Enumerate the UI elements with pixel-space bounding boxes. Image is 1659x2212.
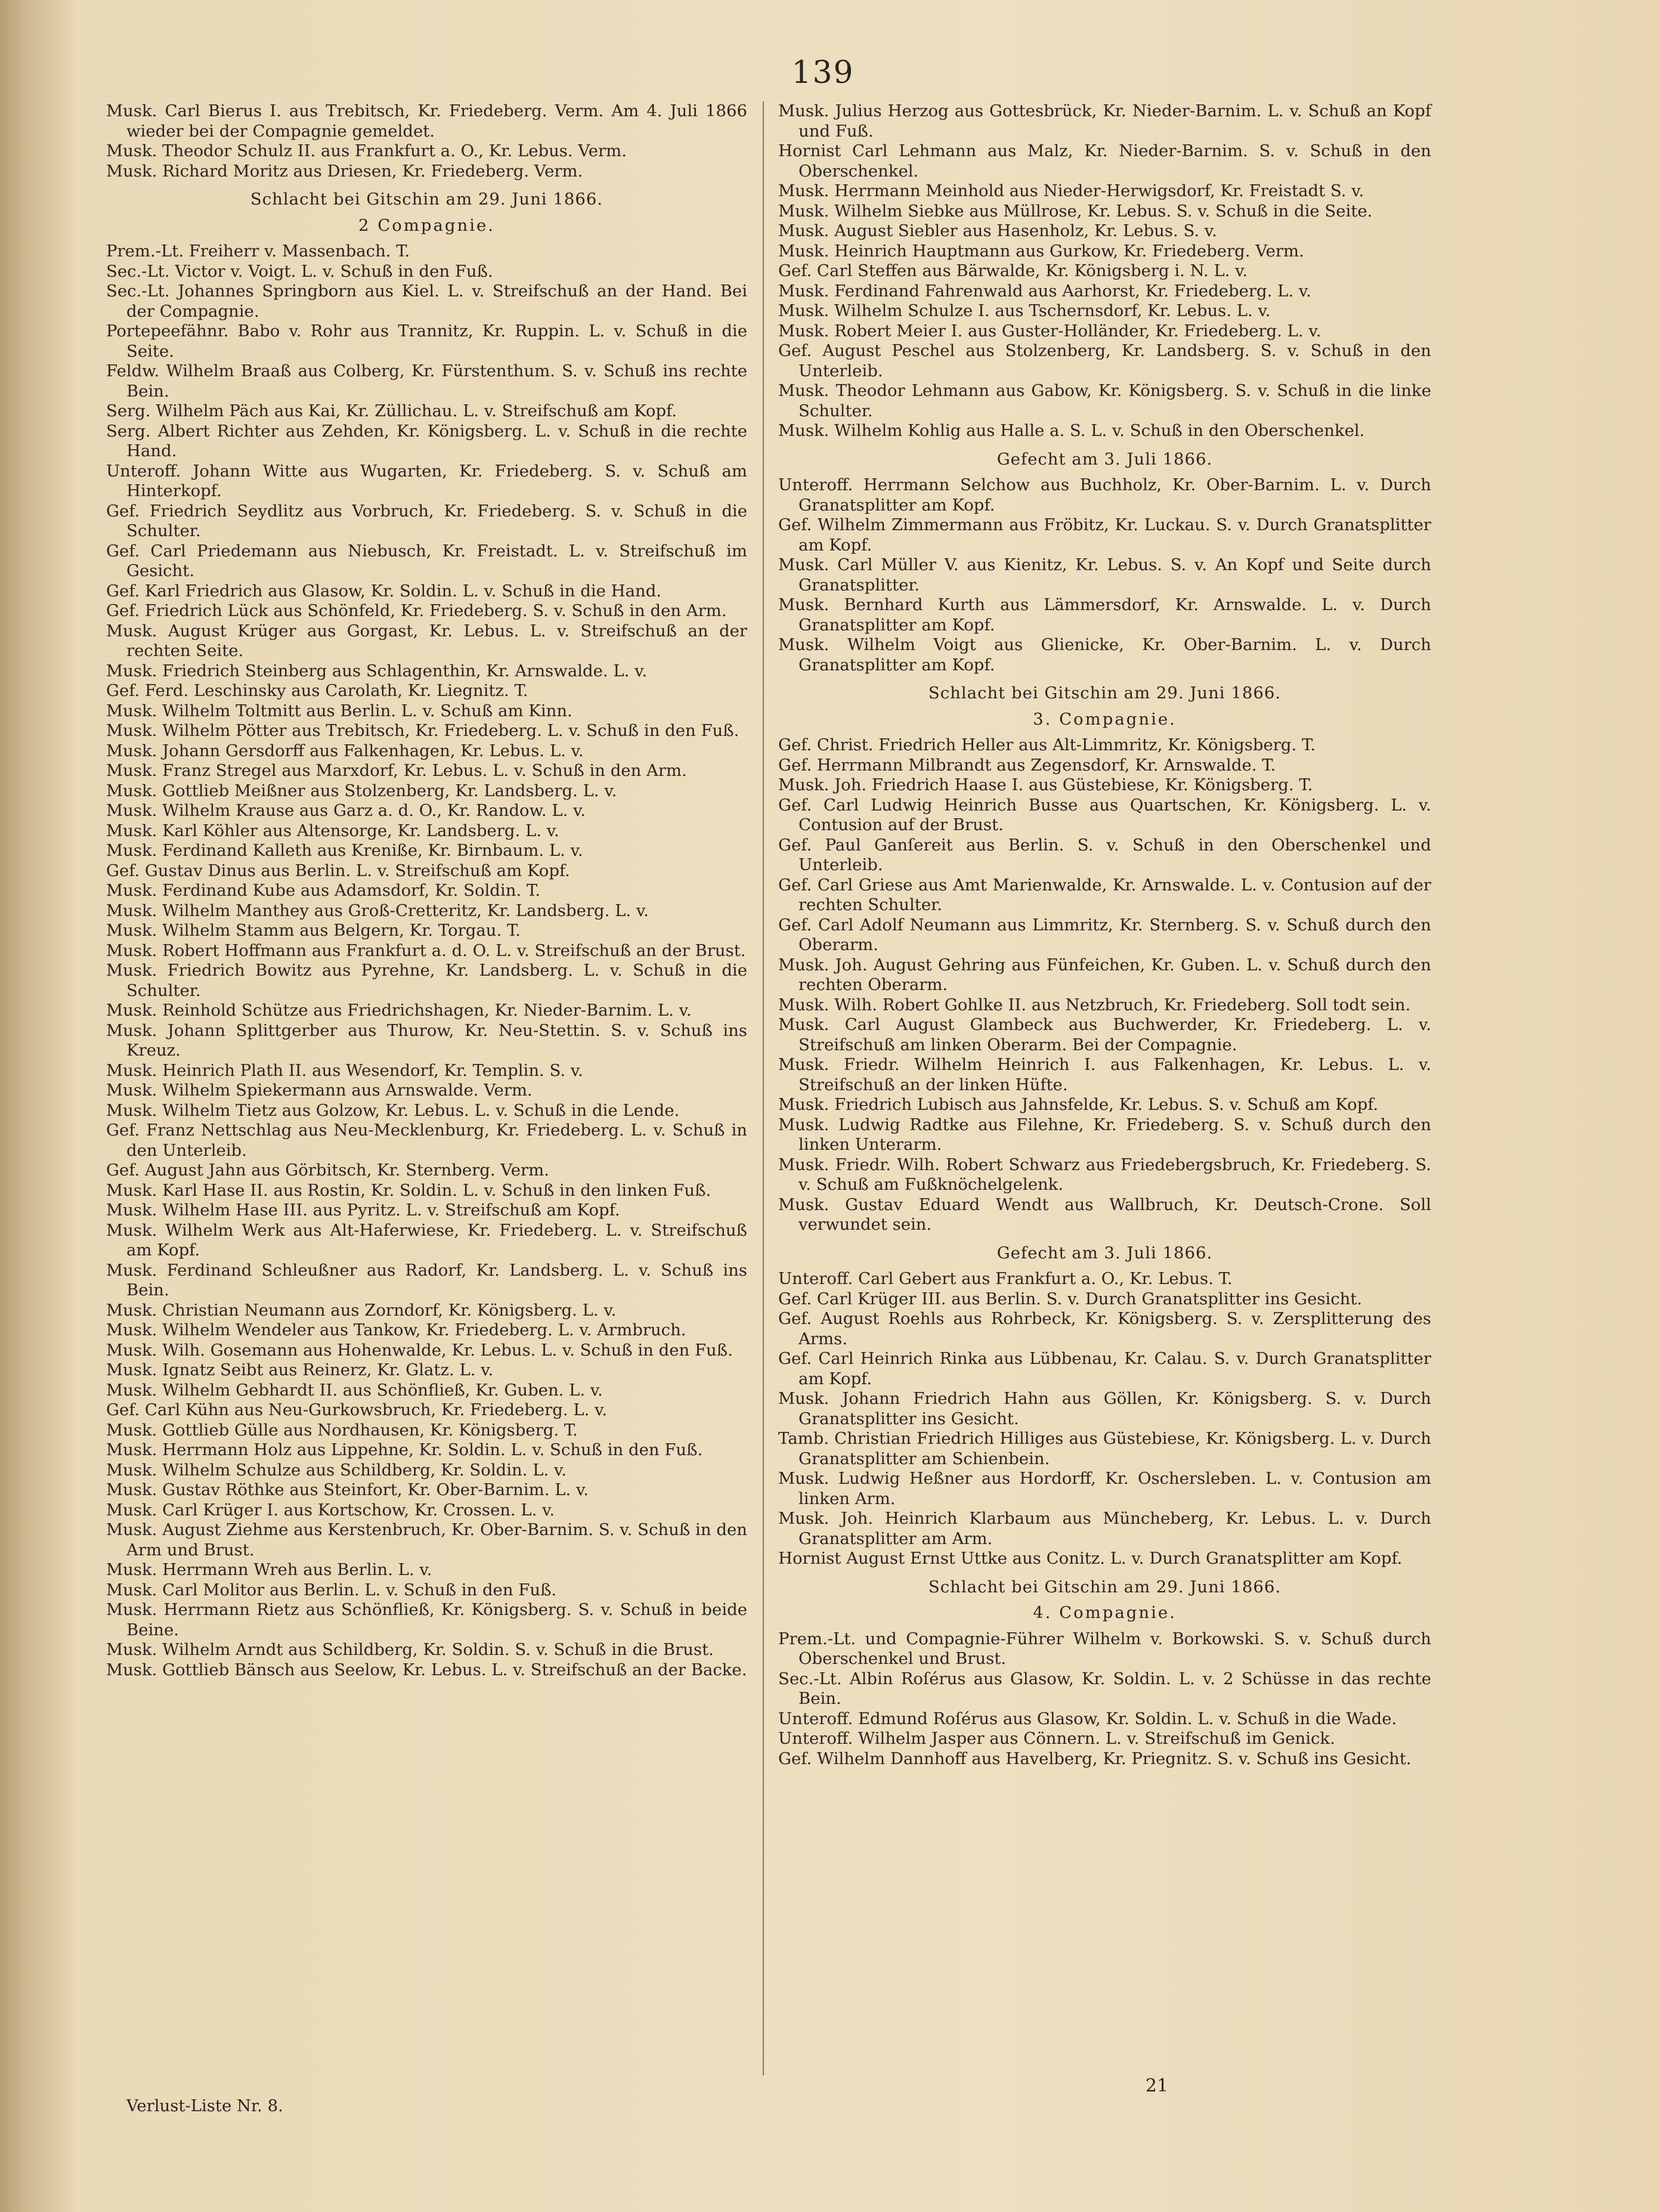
casualty-entry: Unteroff. Herrmann Selchow aus Buchholz, Kr. Ober-Barnim. L. v. Durch Granatsplitter am Kopf. [778,475,1431,515]
casualty-entry: Musk. Gottlieb Bänsch aus Seelow, Kr. Lebus. L. v. Streifschuß an der Backe. [106,1660,747,1679]
casualty-entry: Musk. Friedrich Bowitz aus Pyrehne, Kr. Landsberg. L. v. Schuß in die Schulter. [106,961,747,1000]
casualty-entry: Musk. Theodor Lehmann aus Gabow, Kr. Königsberg. S. v. Schuß in die linke Schulter. [778,381,1431,420]
casualty-entry: Musk. Ludwig Heßner aus Hordorff, Kr. Oschersleben. L. v. Contusion am linken Arm. [778,1469,1431,1508]
casualty-entry: Gef. Carl Kühn aus Neu-Gurkowsbruch, Kr. Friedeberg. L. v. [106,1400,608,1419]
casualty-entry: Musk. Robert Hoffmann aus Frankfurt a. d. O. L. v. Streifschuß an der Brust. [106,941,746,960]
casualty-entry: Musk. Robert Meier I. aus Guster-Holländer, Kr. Friedeberg. L. v. [778,321,1321,341]
casualty-entry: Musk. Herrmann Holz aus Lippehne, Kr. Soldin. L. v. Schuß in den Fuß. [106,1440,703,1459]
casualty-entry: Musk. Joh. Heinrich Klarbaum aus Müncheberg, Kr. Lebus. L. v. Durch Granatsplitter am Arm. [778,1509,1431,1548]
casualty-entry: Musk. Heinrich Plath II. aus Wesendorf, Kr. Templin. S. v. [106,1060,583,1080]
casualty-entry: Sec.-Lt. Johannes Springborn aus Kiel. L. v. Streifschuß an der Hand. Bei der Compagnie. [106,281,747,321]
casualty-entry: Musk. Ferdinand Fahrenwald aus Aarhorst, Kr. Friedeberg. L. v. [778,281,1311,301]
casualty-entry: Feldw. Wilhelm Braaß aus Colberg, Kr. Fürstenthum. S. v. Schuß ins rechte Bein. [106,361,747,401]
casualty-entry: Unteroff. Edmund Roſérus aus Glasow, Kr. Soldin. L. v. Schuß in die Wade. [778,1709,1397,1728]
casualty-entry: Musk. Wilhelm Gebhardt II. aus Schönfließ, Kr. Guben. L. v. [106,1380,603,1400]
casualty-entry: Musk. Gottlieb Meißner aus Stolzenberg, Kr. Landsberg. L. v. [106,781,617,800]
casualty-entry: Gef. Carl Steffen aus Bärwalde, Kr. Königsberg i. N. L. v. [778,261,1248,280]
casualty-entry: Unteroff. Carl Gebert aus Frankfurt a. O., Kr. Lebus. T. [778,1269,1233,1288]
section-heading: Gefecht am 3. Juli 1866. [996,1243,1213,1263]
casualty-entry: Musk. August Siebler aus Hasenholz, Kr. Lebus. S. v. [778,221,1217,240]
casualty-entry: Musk. Theodor Schulz II. aus Frankfurt a. O., Kr. Lebus. Verm. [106,141,627,160]
section-heading: Gefecht am 3. Juli 1866. [996,449,1213,469]
casualty-entry: Unteroff. Johann Witte aus Wugarten, Kr. Friedeberg. S. v. Schuß am Hinterkopf. [106,461,747,500]
casualty-entry: Musk. Ignatz Seibt aus Reinerz, Kr. Glatz. L. v. [106,1360,494,1379]
casualty-entry: Musk. Ferdinand Schleußner aus Radorf, Kr. Landsberg. L. v. Schuß ins Bein. [106,1260,747,1300]
casualty-entry: Musk. Wilhelm Kohlig aus Halle a. S. L. v. Schuß in den Oberschenkel. [778,421,1365,440]
right-column [778,101,1431,1769]
casualty-entry: Musk. Richard Moritz aus Driesen, Kr. Friedeberg. Verm. [106,161,583,181]
casualty-entry: Musk. Ludwig Radtke aus Filehne, Kr. Friedeberg. S. v. Schuß durch den linken Unterarm. [778,1115,1431,1154]
casualty-entry: Musk. Johann Gersdorff aus Falkenhagen, Kr. Lebus. L. v. [106,741,584,760]
casualty-entry: Hornist August Ernst Uttke aus Conitz. L. v. Durch Granatsplitter am Kopf. [778,1549,1403,1568]
company-heading: 3. Compagnie. [1033,709,1177,729]
casualty-entry: Serg. Albert Richter aus Zehden, Kr. Königsberg. L. v. Schuß in die rechte Hand. [106,421,747,460]
casualty-entry: Musk. Wilhelm Werk aus Alt-Haferwiese, Kr. Friedeberg. L. v. Streifschuß am Kopf. [106,1220,747,1260]
casualty-entry: Musk. Herrmann Meinhold aus Nieder-Herwigsdorf, Kr. Freistadt S. v. [778,181,1364,200]
casualty-entry: Musk. Ferdinand Kube aus Adamsdorf, Kr. Soldin. T. [106,881,540,900]
casualty-entry: Musk. Wilhelm Pötter aus Trebitsch, Kr. Friedeberg. L. v. Schuß in den Fuß. [106,721,739,740]
casualty-entry: Musk. Wilhelm Manthey aus Groß-Cretteritz, Kr. Landsberg. L. v. [106,901,649,920]
casualty-entry: Musk. Carl Bierus I. aus Trebitsch, Kr. Friedeberg. Verm. Am 4. Juli 1866 wieder bei der Compagnie gemeldet. [106,101,747,141]
casualty-entry: Sec.-Lt. Albin Roſérus aus Glasow, Kr. Soldin. L. v. 2 Schüsse in das rechte Bein. [778,1669,1431,1708]
casualty-entry: Gef. Wilhelm Dannhoff aus Havelberg, Kr. Priegnitz. S. v. Schuß ins Gesicht. [778,1749,1412,1768]
casualty-entry: Musk. Wilhelm Schulze aus Schildberg, Kr. Soldin. L. v. [106,1460,567,1480]
casualty-entry: Gef. Paul Ganſereit aus Berlin. S. v. Schuß in den Oberschenkel und Unterleib. [778,835,1431,874]
casualty-entry: Gef. Friedrich Seydlitz aus Vorbruch, Kr. Friedeberg. S. v. Schuß in die Schulter. [106,501,747,540]
casualty-entry: Gef. August Peschel aus Stolzenberg, Kr. Landsberg. S. v. Schuß in den Unterleib. [778,341,1431,380]
casualty-entry: Musk. Friedrich Steinberg aus Schlagenthin, Kr. Arnswalde. L. v. [106,661,648,680]
casualty-entry: Gef. Karl Friedrich aus Glasow, Kr. Soldin. L. v. Schuß in die Hand. [106,581,662,601]
casualty-entry: Portepeefähnr. Babo v. Rohr aus Trannitz, Kr. Ruppin. L. v. Schuß in die Seite. [106,321,747,361]
casualty-entry: Musk. Ferdinand Kalleth aus Kreniße, Kr. Birnbaum. L. v. [106,841,583,860]
casualty-entry: Musk. Wilhelm Hase III. aus Pyritz. L. v. Streifschuß am Kopf. [106,1201,620,1220]
casualty-entry: Musk. Wilhelm Arndt aus Schildberg, Kr. Soldin. S. v. Schuß in die Brust. [106,1640,714,1659]
casualty-entry: Musk. Heinrich Hauptmann aus Gurkow, Kr. Friedeberg. Verm. [778,241,1304,261]
casualty-entry: Gef. Carl Adolf Neumann aus Limmritz, Kr. Sternberg. S. v. Schuß durch den Oberarm. [778,915,1431,954]
casualty-entry: Gef. Christ. Friedrich Heller aus Alt-Limmritz, Kr. Königsberg. T. [778,735,1316,754]
casualty-entry: Musk. Gustav Röthke aus Steinfort, Kr. Ober-Barnim. L. v. [106,1480,589,1499]
casualty-entry: Gef. Herrmann Milbrandt aus Zegensdorf, Kr. Arnswalde. T. [778,755,1276,775]
casualty-entry: Serg. Wilhelm Päch aus Kai, Kr. Züllichau. L. v. Streifschuß am Kopf. [106,401,677,420]
casualty-entry: Gef. Carl Heinrich Rinka aus Lübbenau, Kr. Calau. S. v. Durch Granatsplitter am Kopf. [778,1349,1431,1388]
casualty-entry: Musk. Carl August Glambeck aus Buchwerder, Kr. Friedeberg. L. v. Streifschuß am linken Oberarm. Bei der Compagnie. [778,1015,1431,1054]
page-binding-shadow [0,0,78,2212]
casualty-entry: Musk. Friedr. Wilhelm Heinrich I. aus Falkenhagen, Kr. Lebus. L. v. Streifschuß an der linken Hüfte. [778,1055,1431,1094]
casualty-entry: Musk. Wilhelm Toltmitt aus Berlin. L. v. Schuß am Kinn. [106,701,572,720]
casualty-entry: Musk. Friedrich Lubisch aus Jahnsfelde, Kr. Lebus. S. v. Schuß am Kopf. [778,1095,1379,1114]
casualty-entry: Gef. Friedrich Lück aus Schönfeld, Kr. Friedeberg. S. v. Schuß in den Arm. [106,601,727,620]
casualty-entry: Tamb. Christian Friedrich Hilliges aus Güstebiese, Kr. Königsberg. L. v. Durch Granatsplitter am Schienbein. [778,1429,1431,1468]
casualty-entry: Musk. Wilhelm Voigt aus Glienicke, Kr. Ober-Barnim. L. v. Durch Granatsplitter am Kopf. [778,635,1431,675]
casualty-entry: Prem.-Lt. Freiherr v. Massenbach. T. [106,242,410,261]
casualty-entry: Musk. Herrmann Rietz aus Schönfließ, Kr. Königsberg. S. v. Schuß in beide Beine. [106,1600,747,1639]
casualty-entry: Musk. Joh. Friedrich Haase I. aus Güstebiese, Kr. Königsberg. T. [778,775,1313,794]
casualty-entry: Musk. Gustav Eduard Wendt aus Wallbruch, Kr. Deutsch-Crone. Soll verwundet sein. [778,1195,1431,1234]
casualty-entry: Musk. Wilhelm Wendeler aus Tankow, Kr. Friedeberg. L. v. Armbruch. [106,1320,686,1339]
casualty-entry: Musk. Herrmann Wreh aus Berlin. L. v. [106,1560,432,1579]
casualty-entry: Musk. Carl Molitor aus Berlin. L. v. Schuß in den Fuß. [106,1580,557,1600]
section-heading: Schlacht bei Gitschin am 29. Juni 1866. [928,683,1282,703]
casualty-entry: Gef. Gustav Dinus aus Berlin. L. v. Streifschuß am Kopf. [106,861,570,880]
page-number: 139 [791,55,855,91]
casualty-entry: Musk. Wilhelm Siebke aus Müllrose, Kr. Lebus. S. v. Schuß in die Seite. [778,201,1373,221]
casualty-entry: Musk. Gottlieb Gülle aus Nordhausen, Kr. Königsberg. T. [106,1420,578,1440]
casualty-entry: Musk. August Krüger aus Gorgast, Kr. Lebus. L. v. Streifschuß an der rechten Seite. [106,621,747,660]
casualty-entry: Musk. Johann Friedrich Hahn aus Göllen, Kr. Königsberg. S. v. Durch Granatsplitter ins Gesicht. [778,1389,1431,1428]
casualty-entry: Gef. Wilhelm Zimmermann aus Fröbitz, Kr. Luckau. S. v. Durch Granatsplitter am Kopf. [778,515,1431,555]
casualty-entry: Musk. Wilhelm Schulze I. aus Tschernsdorf, Kr. Lebus. L. v. [778,301,1271,320]
casualty-entry: Musk. Bernhard Kurth aus Lämmersdorf, Kr. Arnswalde. L. v. Durch Granatsplitter am Kopf. [778,595,1431,635]
casualty-entry: Gef. August Jahn aus Görbitsch, Kr. Sternberg. Verm. [106,1161,549,1180]
casualty-entry: Musk. Wilhelm Tietz aus Golzow, Kr. Lebus. L. v. Schuß in die Lende. [106,1100,680,1120]
casualty-entry: Unteroff. Wilhelm Jasper aus Cönnern. L. v. Streifschuß im Genick. [778,1729,1335,1748]
casualty-entry: Gef. August Roehls aus Rohrbeck, Kr. Königsberg. S. v. Zersplitterung des Arms. [778,1309,1431,1348]
column-divider [763,101,764,2075]
casualty-entry: Musk. Karl Köhler aus Altensorge, Kr. Landsberg. L. v. [106,821,559,840]
casualty-entry: Musk. Karl Hase II. aus Rostin, Kr. Soldin. L. v. Schuß in den linken Fuß. [106,1180,711,1200]
section-heading: Schlacht bei Gitschin am 29. Juni 1866. [928,1577,1282,1597]
casualty-entry: Musk. Reinhold Schütze aus Friedrichshagen, Kr. Nieder-Barnim. L. v. [106,1001,692,1020]
casualty-entry: Musk. Wilhelm Stamm aus Belgern, Kr. Torgau. T. [106,921,521,940]
footer-signature: Verlust-Liste Nr. 8. [126,2096,283,2115]
casualty-entry: Gef. Franz Nettschlag aus Neu-Mecklenburg, Kr. Friedeberg. L. v. Schuß in den Unterleib. [106,1121,747,1160]
casualty-entry: Musk. Julius Herzog aus Gottesbrück, Kr. Nieder-Barnim. L. v. Schuß an Kopf und Fuß. [778,101,1431,141]
casualty-entry: Gef. Ferd. Leschinsky aus Carolath, Kr. Liegnitz. T. [106,681,528,700]
casualty-entry: Sec.-Lt. Victor v. Voigt. L. v. Schuß in den Fuß. [106,261,493,281]
casualty-entry: Musk. Wilhelm Spiekermann aus Arnswalde. Verm. [106,1081,533,1100]
casualty-entry: Musk. Joh. August Gehring aus Fünfeichen, Kr. Guben. L. v. Schuß durch den rechten Oberarm. [778,955,1431,994]
casualty-entry: Gef. Carl Griese aus Amt Marienwalde, Kr. Arnswalde. L. v. Contusion auf der rechten Schulter. [778,875,1431,914]
casualty-entry: Musk. Wilhelm Krause aus Garz a. d. O., Kr. Randow. L. v. [106,801,586,820]
section-heading: Schlacht bei Gitschin am 29. Juni 1866. [250,190,603,209]
casualty-entry: Musk. Wilh. Gosemann aus Hohenwalde, Kr. Lebus. L. v. Schuß in den Fuß. [106,1340,733,1360]
casualty-entry: Musk. Johann Splittgerber aus Thurow, Kr. Neu-Stettin. S. v. Schuß ins Kreuz. [106,1020,747,1060]
casualty-entry: Prem.-Lt. und Compagnie-Führer Wilhelm v. Borkowski. S. v. Schuß durch Oberschenkel und Brust. [778,1629,1431,1668]
company-heading: 4. Compagnie. [1033,1603,1177,1622]
casualty-entry: Gef. Carl Ludwig Heinrich Busse aus Quartschen, Kr. Königsberg. L. v. Contusion auf der Brust. [778,795,1431,834]
casualty-entry: Musk. Wilh. Robert Gohlke II. aus Netzbruch, Kr. Friedeberg. Soll todt sein. [778,995,1411,1014]
casualty-entry: Musk. Carl Müller V. aus Kienitz, Kr. Lebus. S. v. An Kopf und Seite durch Granatsplitter. [778,555,1431,595]
casualty-entry: Musk. Christian Neumann aus Zorndorf, Kr. Königsberg. L. v. [106,1300,617,1320]
casualty-entry: Gef. Carl Krüger III. aus Berlin. S. v. Durch Granatsplitter ins Gesicht. [778,1289,1363,1308]
casualty-entry: Musk. August Ziehme aus Kerstenbruch, Kr. Ober-Barnim. S. v. Schuß in den Arm und Brust. [106,1520,747,1560]
left-column [106,101,747,1680]
sheet-number: 21 [1145,2075,1169,2096]
company-heading: 2 Compagnie. [358,215,496,235]
casualty-entry: Musk. Franz Stregel aus Marxdorf, Kr. Lebus. L. v. Schuß in den Arm. [106,761,687,780]
casualty-entry: Musk. Friedr. Wilh. Robert Schwarz aus Friedebergsbruch, Kr. Friedeberg. S. v. Schuß am Fußknöchelgelenk. [778,1155,1431,1194]
casualty-entry: Hornist Carl Lehmann aus Malz, Kr. Nieder-Barnim. S. v. Schuß in den Oberschenkel. [778,141,1431,181]
casualty-entry: Gef. Carl Priedemann aus Niebusch, Kr. Freistadt. L. v. Streifschuß im Gesicht. [106,541,747,580]
casualty-entry: Musk. Carl Krüger I. aus Kortschow, Kr. Crossen. L. v. [106,1500,555,1520]
